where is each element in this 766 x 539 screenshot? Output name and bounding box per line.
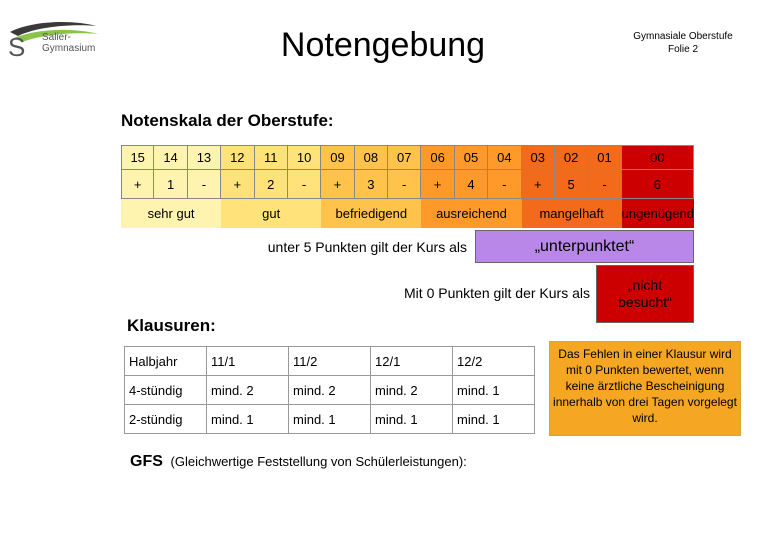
points-cell: 13 bbox=[188, 145, 221, 170]
school-info-text: Gymnasiale Oberstufe bbox=[633, 31, 733, 42]
table-cell: mind. 2 bbox=[207, 376, 289, 405]
symbol-cell: + bbox=[221, 170, 254, 199]
points-cell: 07 bbox=[388, 145, 421, 170]
points-cell: 10 bbox=[288, 145, 321, 170]
gfs-description: (Gleichwertige Feststellung von Schülerleistungen): bbox=[170, 454, 467, 469]
symbol-cell: + bbox=[421, 170, 454, 199]
table-cell: mind. 1 bbox=[371, 405, 453, 434]
points-cell: 15 bbox=[121, 145, 154, 170]
points-cell: 02 bbox=[555, 145, 588, 170]
symbol-cell: - bbox=[188, 170, 221, 199]
page-title: Notengebung bbox=[280, 26, 486, 64]
table-cell: mind. 1 bbox=[289, 405, 371, 434]
absence-note: Das Fehlen in einer Klausur wird mit 0 Punkten bewertet, wenn keine ärztliche Bescheinigung innerhalb von drei Tagen vorgelegt wird. bbox=[549, 341, 741, 436]
points-cell: 12 bbox=[221, 145, 254, 170]
logo-text-line2: Gymnasium bbox=[42, 43, 96, 54]
table-cell: mind. 2 bbox=[371, 376, 453, 405]
svg-text:S: S bbox=[8, 32, 26, 62]
symbol-cell: + bbox=[121, 170, 154, 199]
symbol-cell: 6 bbox=[622, 170, 694, 199]
grade-word-cell: befriedigend bbox=[321, 199, 421, 228]
table-cell: mind. 1 bbox=[453, 405, 535, 434]
table-cell: 2-stündig bbox=[125, 405, 207, 434]
section-subtitle: Notenskala der Oberstufe: bbox=[121, 111, 334, 130]
points-cell: 11 bbox=[255, 145, 288, 170]
points-cell: 01 bbox=[588, 145, 621, 170]
table-cell: mind. 1 bbox=[453, 376, 535, 405]
underpoint-label: „unterpunktet“ bbox=[475, 230, 694, 263]
grade-word-cell: sehr gut bbox=[121, 199, 221, 228]
symbol-cell: 1 bbox=[154, 170, 187, 199]
symbol-cell: - bbox=[288, 170, 321, 199]
table-row bbox=[125, 405, 535, 434]
points-cell: 06 bbox=[421, 145, 454, 170]
points-cell: 09 bbox=[321, 145, 354, 170]
symbol-cell: 4 bbox=[455, 170, 488, 199]
points-cell: 03 bbox=[522, 145, 555, 170]
table-cell: mind. 2 bbox=[289, 376, 371, 405]
grade-word-cell: ausreichend bbox=[421, 199, 521, 228]
symbol-cell: 5 bbox=[555, 170, 588, 199]
symbol-cell: - bbox=[388, 170, 421, 199]
zero-points-label bbox=[596, 265, 694, 323]
table-cell: 11/1 bbox=[207, 347, 289, 376]
logo-text-line1: Salier- bbox=[42, 32, 71, 43]
symbol-cell: 2 bbox=[255, 170, 288, 199]
grade-word-cell: ungenügend bbox=[622, 199, 694, 228]
points-cell: 00 bbox=[622, 145, 694, 170]
table-cell: mind. 1 bbox=[207, 405, 289, 434]
points-cell: 05 bbox=[455, 145, 488, 170]
grade-word-cell: mangelhaft bbox=[522, 199, 622, 228]
gfs-line bbox=[130, 453, 467, 471]
points-cell: 08 bbox=[355, 145, 388, 170]
symbol-cell: 3 bbox=[355, 170, 388, 199]
zero-points-text: Mit 0 Punkten gilt der Kurs als bbox=[404, 285, 590, 301]
table-cell: 4-stündig bbox=[125, 376, 207, 405]
grade-scale-table bbox=[121, 145, 694, 228]
underpoint-text: unter 5 Punkten gilt der Kurs als bbox=[267, 238, 467, 255]
points-cell: 04 bbox=[488, 145, 521, 170]
symbol-cell: - bbox=[588, 170, 621, 199]
slide-number: Folie 2 bbox=[667, 44, 698, 55]
table-cell: 12/1 bbox=[371, 347, 453, 376]
underpoint-row bbox=[121, 230, 694, 263]
symbol-cell: + bbox=[321, 170, 354, 199]
table-row bbox=[125, 376, 535, 405]
points-cell: 14 bbox=[154, 145, 187, 170]
symbol-cell: - bbox=[488, 170, 521, 199]
klausuren-heading: Klausuren: bbox=[127, 316, 216, 335]
slide-info bbox=[608, 30, 758, 56]
symbol-cell: + bbox=[522, 170, 555, 199]
zero-label-line1: „nicht bbox=[627, 277, 663, 293]
table-cell: Halbjahr bbox=[125, 347, 207, 376]
table-row bbox=[125, 347, 535, 376]
klausuren-table bbox=[124, 346, 535, 434]
grade-word-cell: gut bbox=[221, 199, 321, 228]
gfs-abbreviation: GFS bbox=[130, 453, 163, 470]
table-cell: 11/2 bbox=[289, 347, 371, 376]
zero-label-line2: besucht“ bbox=[618, 294, 672, 310]
table-cell: 12/2 bbox=[453, 347, 535, 376]
